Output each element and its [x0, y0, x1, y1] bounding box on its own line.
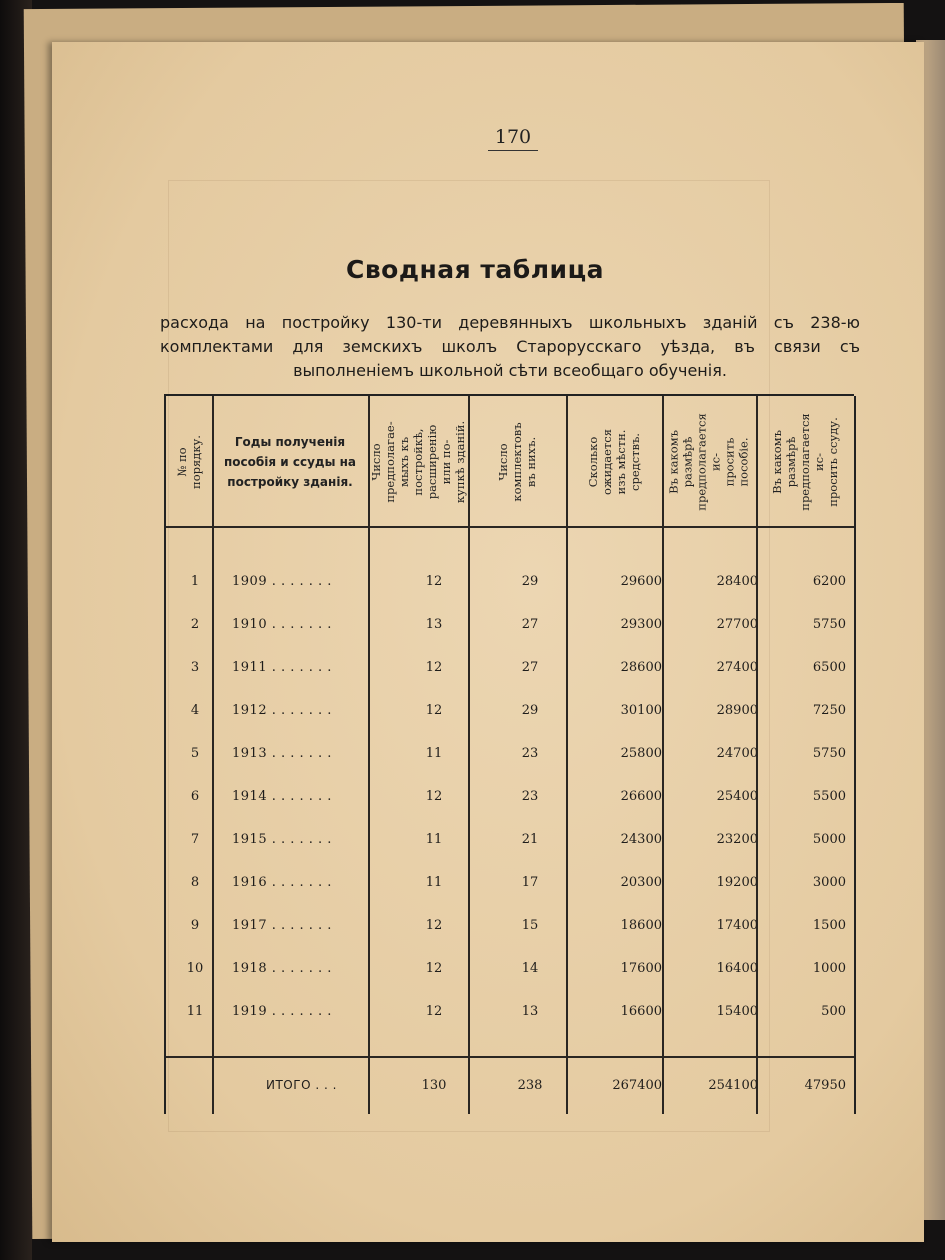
table-row: [166, 869, 854, 899]
total-label: ИТОГО . . .: [266, 1078, 337, 1092]
row-loan: 6500: [812, 660, 846, 675]
table-row: [166, 740, 854, 770]
row-benefit: 28400: [716, 574, 758, 589]
row-loan: 5500: [812, 789, 846, 804]
total-benefit: 254100: [708, 1078, 758, 1093]
total-buildings: 130: [421, 1078, 447, 1093]
total-row: [166, 1072, 854, 1102]
header-buildings: [368, 400, 468, 524]
header-local-text: Сколько ожидается изъ мѣстн. средствъ.: [586, 429, 642, 495]
row-year: 1914 . . . . . . .: [232, 789, 332, 804]
row-year: 1909 . . . . . . .: [232, 574, 332, 589]
row-number: 2: [190, 617, 200, 632]
header-loan: [756, 400, 854, 524]
row-benefit: 25400: [716, 789, 758, 804]
total-divider: [166, 1056, 854, 1058]
row-local: 17600: [620, 961, 662, 976]
row-buildings: 12: [425, 574, 443, 589]
row-year: 1911 . . . . . . .: [232, 660, 332, 675]
page-number: 170: [488, 126, 538, 151]
row-benefit: 23200: [716, 832, 758, 847]
summary-table: [164, 394, 854, 1114]
table-row: [166, 611, 854, 641]
row-complects: 15: [521, 918, 539, 933]
row-number: 8: [190, 875, 200, 890]
row-number: 6: [190, 789, 200, 804]
row-benefit: 19200: [716, 875, 758, 890]
row-buildings: 12: [425, 660, 443, 675]
row-buildings: 13: [425, 617, 443, 632]
row-number: 3: [190, 660, 200, 675]
row-year: 1917 . . . . . . .: [232, 918, 332, 933]
row-local: 28600: [620, 660, 662, 675]
row-loan: 5000: [812, 832, 846, 847]
row-buildings: 12: [425, 961, 443, 976]
header-complects: [468, 400, 566, 524]
row-loan: 1000: [812, 961, 846, 976]
row-benefit: 15400: [716, 1004, 758, 1019]
row-number: 11: [186, 1004, 204, 1019]
header-local: [566, 400, 662, 524]
row-local: 25800: [620, 746, 662, 761]
row-local: 29300: [620, 617, 662, 632]
row-year: 1916 . . . . . . .: [232, 875, 332, 890]
total-local: 267400: [612, 1078, 662, 1093]
header-years: [212, 400, 368, 524]
row-buildings: 11: [425, 875, 443, 890]
page-subtitle: расхода на постройку 130-ти деревянныхъ школьныхъ зданій съ 238-ю комплектами для земскихъ школъ Старорусскаго уѣзда, въ связи съ выполненіемъ школьной сѣти всеобщаго обученія.: [160, 313, 860, 380]
row-complects: 27: [521, 617, 539, 632]
row-year: 1910 . . . . . . .: [232, 617, 332, 632]
row-buildings: 12: [425, 1004, 443, 1019]
header-years-text: Годы полученія пособія и ссуды на постройку зданія.: [223, 435, 356, 489]
row-loan: 3000: [812, 875, 846, 890]
row-benefit: 16400: [716, 961, 758, 976]
total-complects: 238: [517, 1078, 543, 1093]
header-benefit: [662, 400, 756, 524]
row-year: 1913 . . . . . . .: [232, 746, 332, 761]
table-row: [166, 697, 854, 727]
row-benefit: 24700: [716, 746, 758, 761]
header-benefit-text: Въ какомъ размѣрѣ предполагается ис- просить пособіе.: [667, 413, 752, 511]
row-local: 16600: [620, 1004, 662, 1019]
row-number: 10: [186, 961, 204, 976]
row-year: 1915 . . . . . . .: [232, 832, 332, 847]
table-row: [166, 783, 854, 813]
row-loan: 7250: [812, 703, 846, 718]
row-benefit: 27400: [716, 660, 758, 675]
row-local: 29600: [620, 574, 662, 589]
row-benefit: 17400: [716, 918, 758, 933]
page-title: Сводная таблица: [346, 255, 604, 284]
row-buildings: 12: [425, 789, 443, 804]
header-divider: [166, 526, 854, 528]
row-number: 4: [190, 703, 200, 718]
table-row: [166, 654, 854, 684]
table-row: [166, 998, 854, 1028]
row-benefit: 28900: [716, 703, 758, 718]
table-row: [166, 912, 854, 942]
table-row: [166, 568, 854, 598]
header-loan-text: Въ какомъ размѣрѣ предполагается ис- просить ссуду.: [770, 413, 840, 511]
row-loan: 5750: [812, 617, 846, 632]
row-buildings: 12: [425, 703, 443, 718]
row-loan: 5750: [812, 746, 846, 761]
row-loan: 6200: [812, 574, 846, 589]
row-complects: 14: [521, 961, 539, 976]
row-loan: 1500: [812, 918, 846, 933]
row-complects: 23: [521, 746, 539, 761]
row-local: 18600: [620, 918, 662, 933]
row-complects: 23: [521, 789, 539, 804]
row-year: 1919 . . . . . . .: [232, 1004, 332, 1019]
row-buildings: 11: [425, 746, 443, 761]
row-local: 26600: [620, 789, 662, 804]
row-complects: 29: [521, 574, 539, 589]
table-row: [166, 955, 854, 985]
row-local: 20300: [620, 875, 662, 890]
row-local: 24300: [620, 832, 662, 847]
row-complects: 13: [521, 1004, 539, 1019]
header-complects-text: Число комплектовъ въ нихъ.: [496, 422, 538, 502]
row-buildings: 12: [425, 918, 443, 933]
row-complects: 21: [521, 832, 539, 847]
row-number: 5: [190, 746, 200, 761]
row-buildings: 11: [425, 832, 443, 847]
header-buildings-text: Число предполагае- мыхъ къ постройкѣ, расширенію или по- купкѣ зданій.: [369, 420, 467, 504]
header-num: [166, 400, 212, 524]
table-row: [166, 826, 854, 856]
row-year: 1912 . . . . . . .: [232, 703, 332, 718]
row-year: 1918 . . . . . . .: [232, 961, 332, 976]
header-num-text: № по порядку.: [175, 435, 204, 489]
row-complects: 27: [521, 660, 539, 675]
row-benefit: 27700: [716, 617, 758, 632]
row-number: 9: [190, 918, 200, 933]
row-complects: 17: [521, 875, 539, 890]
row-local: 30100: [620, 703, 662, 718]
row-number: 1: [190, 574, 200, 589]
row-loan: 500: [821, 1004, 846, 1019]
row-number: 7: [190, 832, 200, 847]
total-loan: 47950: [804, 1078, 846, 1093]
row-complects: 29: [521, 703, 539, 718]
